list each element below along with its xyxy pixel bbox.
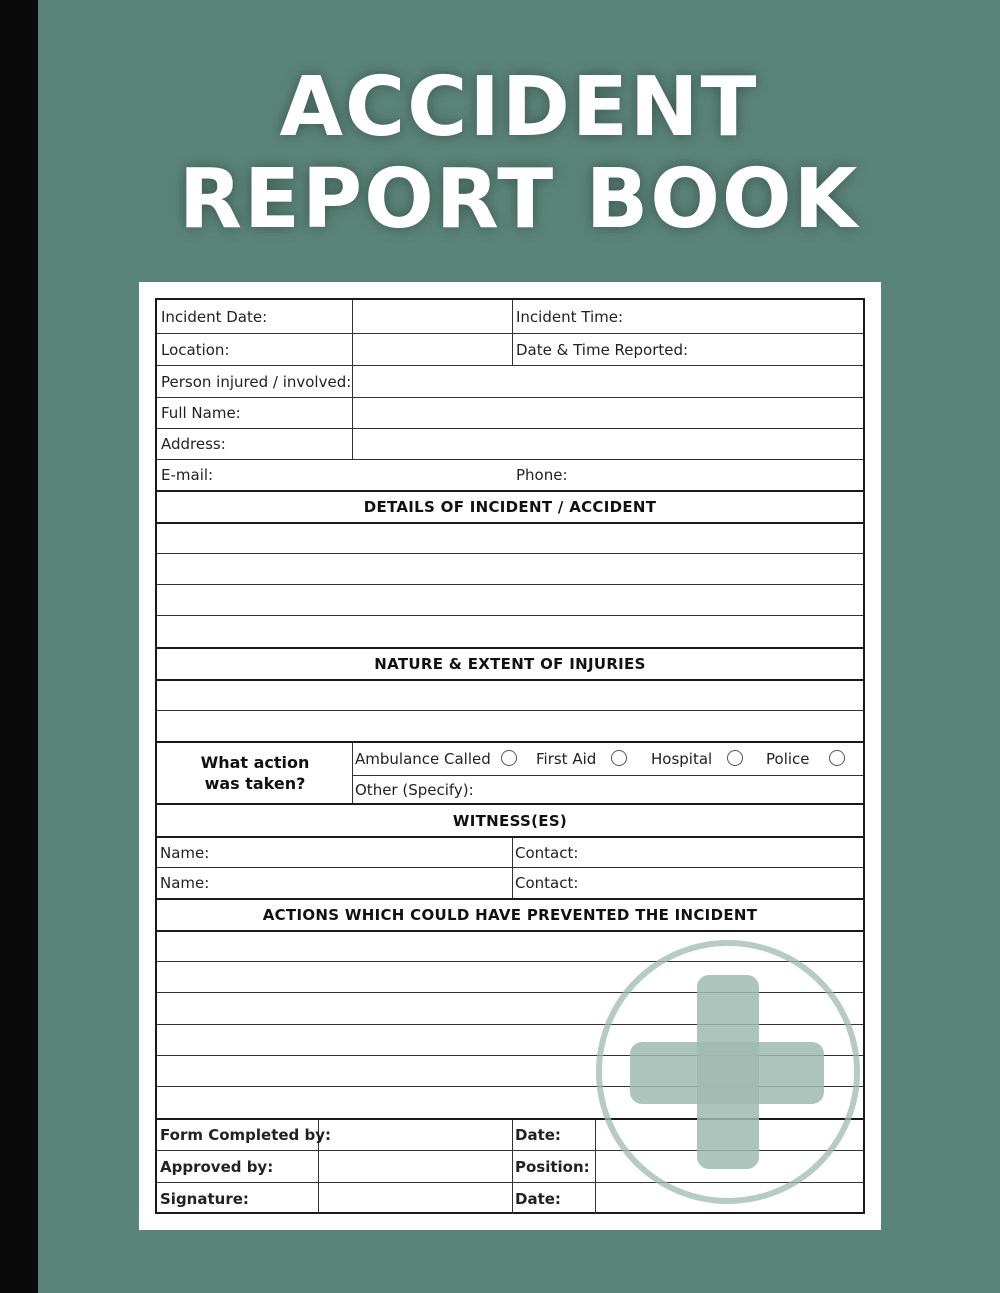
action-question-line-1: What action [200, 753, 310, 772]
form-completed-by-label: Form Completed by: [160, 1126, 332, 1144]
ambulance-radio[interactable] [501, 750, 517, 766]
option-first-aid-label: First Aid [536, 750, 597, 768]
option-police-label: Police [766, 750, 810, 768]
title-line-1: ACCIDENT [279, 60, 759, 155]
witness-contact-label: Contact: [515, 874, 579, 892]
injuries-line [157, 679, 863, 710]
date-label: Date: [515, 1126, 561, 1144]
prevention-line [157, 930, 863, 961]
person-injured-label: Person injured / involved: [161, 372, 352, 391]
row-signature [157, 1182, 863, 1214]
police-radio[interactable] [829, 750, 845, 766]
accident-report-form [155, 298, 865, 1214]
first-aid-radio[interactable] [611, 750, 627, 766]
prevention-line [157, 1055, 863, 1086]
witness-name-label: Name: [160, 843, 210, 862]
witness-name-label: Name: [160, 874, 210, 892]
prevention-line [157, 961, 863, 992]
row-details-heading [157, 490, 863, 522]
prevention-line [157, 1086, 863, 1118]
row-prevention-heading [157, 898, 863, 930]
row-address [157, 428, 863, 459]
details-line [157, 522, 863, 553]
other-specify-label: Other (Specify): [355, 780, 474, 799]
address-label: Address: [161, 435, 226, 453]
action-options-row [353, 743, 863, 775]
position-label: Position: [515, 1157, 590, 1176]
date-time-reported-label: Date & Time Reported: [516, 340, 689, 359]
details-line [157, 615, 863, 647]
details-heading: DETAILS OF INCIDENT / ACCIDENT [363, 498, 657, 516]
other-specify-row [353, 775, 863, 803]
title-line-2: REPORT BOOK [178, 152, 860, 247]
cover-title [38, 62, 1000, 246]
incident-time-label: Incident Time: [516, 307, 624, 326]
prevention-line [157, 992, 863, 1024]
injuries-line [157, 710, 863, 741]
action-question [157, 743, 353, 803]
witness-row-2 [157, 867, 863, 898]
row-location [157, 333, 863, 365]
row-action-taken [157, 741, 863, 803]
row-full-name [157, 397, 863, 428]
incident-date-label: Incident Date: [161, 307, 268, 326]
option-hospital-label: Hospital [651, 750, 713, 768]
row-form-completed [157, 1118, 863, 1150]
witnesses-heading: WITNESS(ES) [452, 811, 568, 830]
injuries-heading: NATURE & EXTENT OF INJURIES [374, 655, 646, 673]
prevention-line [157, 1024, 863, 1055]
date-label: Date: [515, 1189, 561, 1208]
prevention-heading: ACTIONS WHICH COULD HAVE PREVENTED THE INCIDENT [262, 906, 758, 924]
row-injuries-heading [157, 647, 863, 679]
row-incident-date [157, 300, 863, 333]
row-email-phone [157, 459, 863, 490]
row-approved-by [157, 1150, 863, 1182]
phone-label: Phone: [516, 466, 568, 484]
location-label: Location: [161, 340, 230, 359]
row-witnesses-heading [157, 803, 863, 836]
action-question-line-2: was taken? [204, 774, 306, 793]
hospital-radio[interactable] [727, 750, 743, 766]
witness-row-1 [157, 836, 863, 867]
witness-contact-label: Contact: [515, 843, 579, 862]
signature-label: Signature: [160, 1189, 249, 1208]
row-person-injured [157, 365, 863, 397]
details-line [157, 584, 863, 615]
details-line [157, 553, 863, 584]
option-ambulance-label: Ambulance Called [355, 750, 491, 768]
full-name-label: Full Name: [161, 404, 241, 422]
approved-by-label: Approved by: [160, 1157, 274, 1176]
email-label: E-mail: [161, 466, 214, 484]
book-spine [0, 0, 38, 1293]
